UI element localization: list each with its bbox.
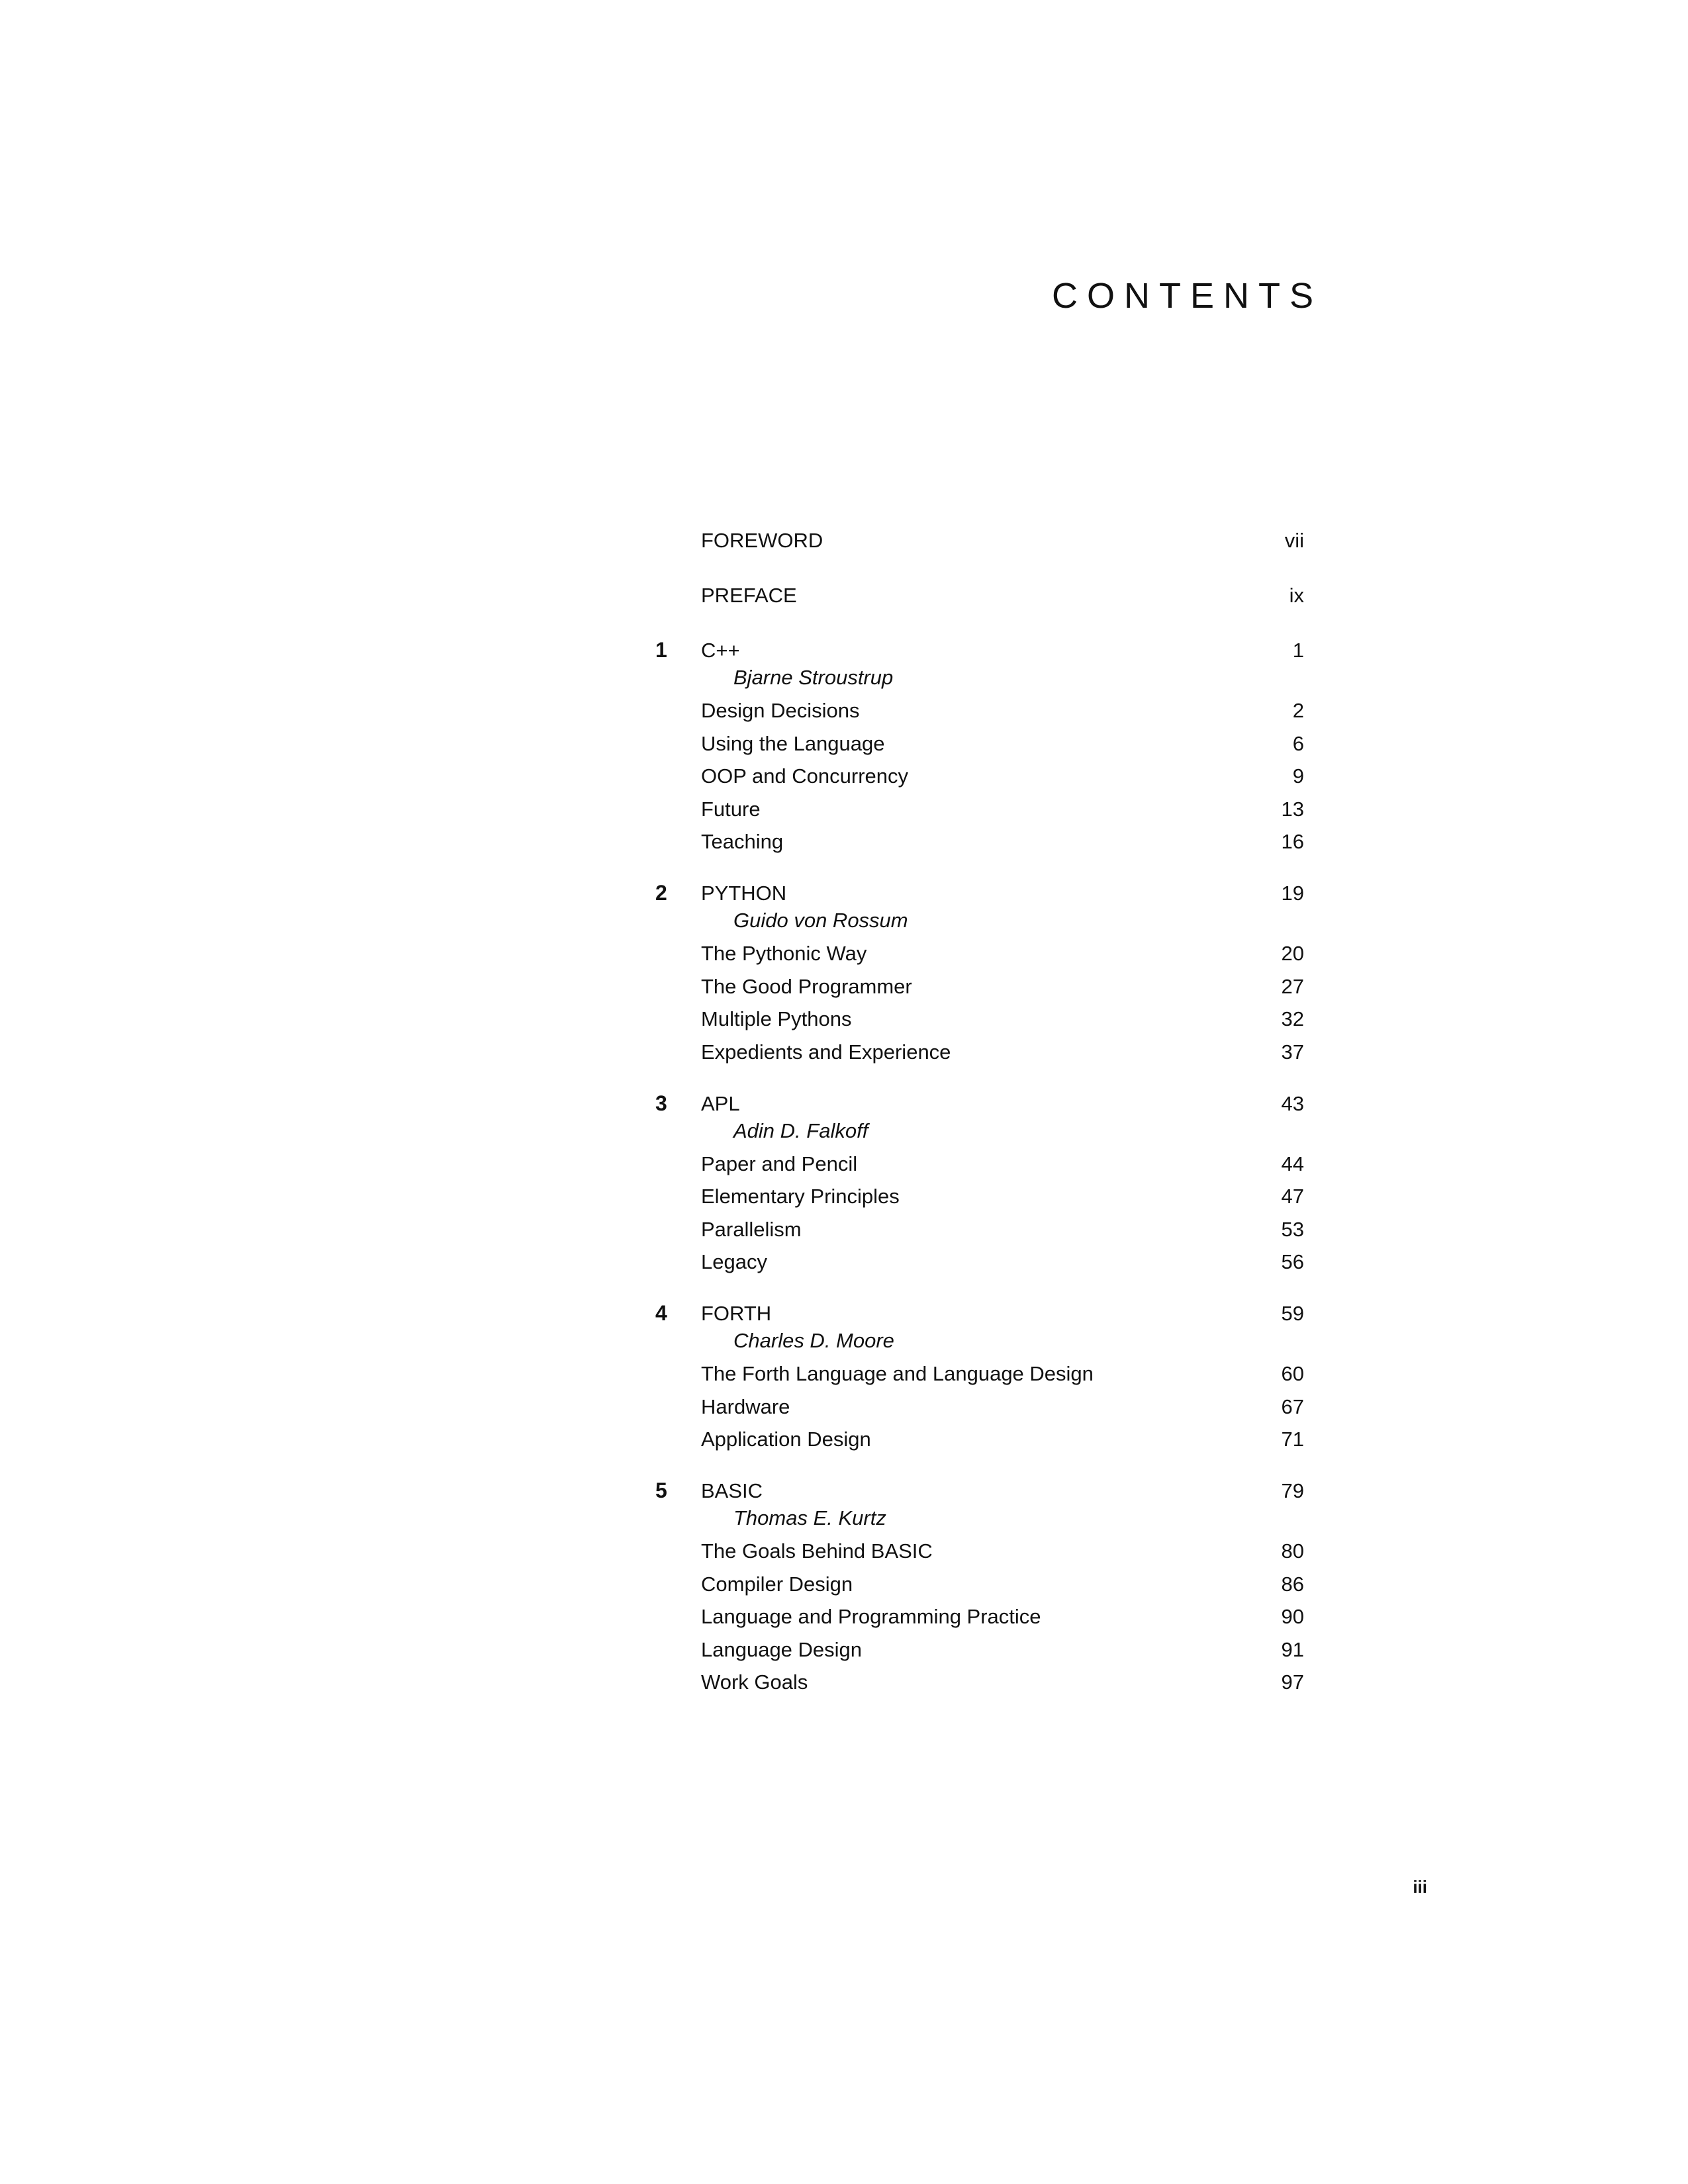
section-entry[interactable] xyxy=(655,1428,1304,1450)
chapter-3 xyxy=(655,1093,1304,1273)
section-page: 9 xyxy=(1292,764,1304,788)
section-page: 86 xyxy=(1281,1572,1304,1596)
section-page: 80 xyxy=(1281,1539,1304,1563)
section-entry[interactable] xyxy=(655,1671,1304,1693)
section-entry[interactable] xyxy=(655,1396,1304,1418)
section-entry[interactable] xyxy=(655,1185,1304,1207)
section-label: The Good Programmer xyxy=(701,974,912,998)
section-label: Legacy xyxy=(701,1250,767,1273)
section-entry[interactable] xyxy=(655,831,1304,852)
section-entry[interactable] xyxy=(655,798,1304,820)
section-label: Parallelism xyxy=(701,1217,802,1241)
chapter-author: Thomas E. Kurtz xyxy=(733,1506,886,1529)
chapter-author: Bjarne Stroustrup xyxy=(733,666,894,689)
section-entry[interactable] xyxy=(655,976,1304,997)
section-label: Expedients and Experience xyxy=(701,1040,951,1064)
section-page: 6 xyxy=(1292,731,1304,755)
chapter-heading[interactable] xyxy=(655,1302,1304,1324)
section-label: Multiple Pythons xyxy=(701,1007,852,1030)
chapter-page: 19 xyxy=(1281,882,1304,905)
section-entry[interactable] xyxy=(655,1639,1304,1661)
section-page: 67 xyxy=(1281,1394,1304,1418)
toc-entry-page: ix xyxy=(1289,584,1304,607)
section-page: 37 xyxy=(1281,1040,1304,1064)
chapter-5 xyxy=(655,1480,1304,1693)
section-label: Elementary Principles xyxy=(701,1185,900,1208)
section-page: 27 xyxy=(1281,974,1304,998)
chapter-title: PYTHON xyxy=(701,882,787,905)
section-label: Compiler Design xyxy=(701,1572,853,1596)
section-page: 71 xyxy=(1281,1428,1304,1451)
section-label: Application Design xyxy=(701,1428,871,1451)
section-label: Language and Programming Practice xyxy=(701,1605,1041,1628)
chapter-author: Adin D. Falkoff xyxy=(733,1118,868,1142)
table-of-contents xyxy=(655,529,1304,1704)
chapter-title: APL xyxy=(701,1091,740,1115)
toc-entry-preface[interactable] xyxy=(655,584,1304,606)
chapter-author: Guido von Rossum xyxy=(733,909,908,932)
section-label: Future xyxy=(701,797,761,821)
chapter-number: 4 xyxy=(655,1301,667,1325)
chapter-heading[interactable] xyxy=(655,1093,1304,1115)
chapter-heading[interactable] xyxy=(655,882,1304,904)
section-page: 47 xyxy=(1281,1185,1304,1208)
section-label: OOP and Concurrency xyxy=(701,764,909,788)
section-page: 97 xyxy=(1281,1670,1304,1694)
section-entry[interactable] xyxy=(655,1540,1304,1562)
section-page: 90 xyxy=(1281,1605,1304,1628)
section-entry[interactable] xyxy=(655,733,1304,754)
section-label: The Goals Behind BASIC xyxy=(701,1539,933,1563)
toc-entry-foreword[interactable] xyxy=(655,529,1304,551)
chapter-author: Charles D. Moore xyxy=(733,1329,894,1352)
toc-entry-page: vii xyxy=(1284,529,1304,552)
section-entry[interactable] xyxy=(655,942,1304,964)
section-label: Teaching xyxy=(701,830,784,853)
chapter-title: FORTH xyxy=(701,1302,772,1325)
page-folio: iii xyxy=(1413,1877,1427,1897)
section-page: 32 xyxy=(1281,1007,1304,1030)
section-label: Design Decisions xyxy=(701,699,860,722)
section-page: 91 xyxy=(1281,1637,1304,1661)
section-entry[interactable] xyxy=(655,1606,1304,1627)
section-label: Using the Language xyxy=(701,731,885,755)
section-label: Paper and Pencil xyxy=(701,1152,858,1175)
chapter-2 xyxy=(655,882,1304,1063)
chapter-number: 5 xyxy=(655,1479,667,1502)
chapter-heading[interactable] xyxy=(655,1480,1304,1502)
section-entry[interactable] xyxy=(655,1218,1304,1240)
chapter-4 xyxy=(655,1302,1304,1450)
section-entry[interactable] xyxy=(655,700,1304,721)
section-page: 2 xyxy=(1292,699,1304,722)
chapter-page: 1 xyxy=(1292,639,1304,662)
section-page: 44 xyxy=(1281,1152,1304,1175)
section-page: 13 xyxy=(1281,797,1304,821)
chapter-page: 43 xyxy=(1281,1091,1304,1115)
section-entry[interactable] xyxy=(655,1363,1304,1385)
section-page: 60 xyxy=(1281,1362,1304,1385)
section-page: 16 xyxy=(1281,830,1304,853)
section-label: Hardware xyxy=(701,1394,790,1418)
section-label: Language Design xyxy=(701,1637,863,1661)
chapter-title: BASIC xyxy=(701,1479,763,1502)
chapter-page: 59 xyxy=(1281,1302,1304,1325)
page-title: CONTENTS xyxy=(1052,276,1323,316)
section-entry[interactable] xyxy=(655,1041,1304,1063)
chapter-1 xyxy=(655,639,1304,852)
section-entry[interactable] xyxy=(655,1251,1304,1273)
section-entry[interactable] xyxy=(655,1153,1304,1175)
chapter-heading[interactable] xyxy=(655,639,1304,661)
section-label: Work Goals xyxy=(701,1670,808,1694)
chapter-number: 1 xyxy=(655,638,667,662)
section-entry[interactable] xyxy=(655,1008,1304,1030)
section-entry[interactable] xyxy=(655,1573,1304,1595)
section-page: 20 xyxy=(1281,942,1304,965)
section-page: 56 xyxy=(1281,1250,1304,1273)
chapter-number: 2 xyxy=(655,881,667,905)
section-label: The Pythonic Way xyxy=(701,942,867,965)
section-page: 53 xyxy=(1281,1217,1304,1241)
toc-entry-label: PREFACE xyxy=(701,584,797,607)
chapter-number: 3 xyxy=(655,1091,667,1115)
section-entry[interactable] xyxy=(655,765,1304,787)
chapter-page: 79 xyxy=(1281,1479,1304,1502)
toc-entry-label: FOREWORD xyxy=(701,529,823,552)
chapter-title: C++ xyxy=(701,639,740,662)
section-label: The Forth Language and Language Design xyxy=(701,1362,1094,1385)
